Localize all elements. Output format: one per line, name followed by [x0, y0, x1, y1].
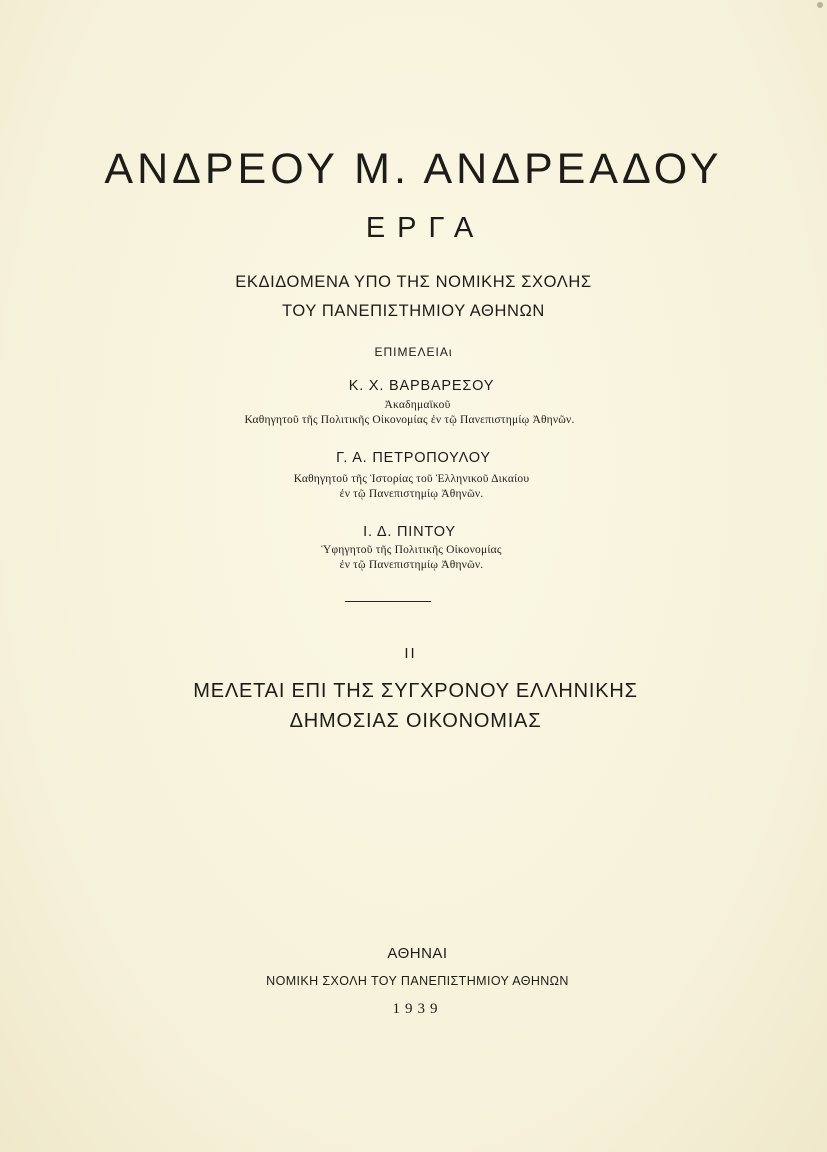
volume-title-line-2: ΔΗΜΟΣΙΑΣ ΟΙΚΟΝΟΜΙΑΣ — [289, 710, 542, 732]
publisher-line-2: ΤΟΥ ΠΑΝΕΠΙΣΤΗΜΙΟΥ ΑΘΗΝΩΝ — [282, 302, 545, 320]
editor-1-description-line-1: Ἀκαδημαϊκοῦ — [384, 399, 451, 411]
editor-2-description-line-2: ἐν τῷ Πανεπιστημίῳ Ἀθηνῶν. — [339, 488, 484, 500]
editor-2-name: Γ. Α. ΠΕΤΡΟΠΟΥΛΟΥ — [336, 450, 491, 466]
editor-3-description-line-1: Ὑφηγητοῦ τῆς Πολιτικῆς Οἰκονομίας — [321, 544, 502, 556]
editor-2-description-line-1: Καθηγητοῦ τῆς Ἱστορίας τοῦ Ἑλληνικοῦ Δικαίου — [293, 473, 530, 485]
imprint-year: 1939 — [392, 1001, 443, 1017]
imprint-place: ΑΘΗΝΑΙ — [387, 945, 448, 962]
works-label: ΕΡΓΑ — [365, 212, 486, 244]
section-divider — [345, 601, 431, 602]
volume-number: II — [404, 645, 417, 662]
editor-1-name: Κ. Χ. ΒΑΡΒΑΡΕΣΟΥ — [348, 378, 495, 394]
paper-speck — [817, 2, 823, 8]
imprint-publisher: ΝΟΜΙΚΗ ΣΧΟΛΗ ΤΟΥ ΠΑΝΕΠΙΣΤΗΜΙΟΥ ΑΘΗΝΩΝ — [266, 974, 569, 988]
editors-label: ΕΠΙΜΕΛΕΙΑι — [374, 345, 453, 359]
author-heading: ΑΝΔΡΕΟΥ Μ. ΑΝΔΡΕΑΔΟΥ — [104, 145, 723, 193]
volume-title-line-1: ΜΕΛΕΤΑΙ ΕΠΙ ΤΗΣ ΣΥΓΧΡΟΝΟΥ ΕΛΛΗΝΙΚΗΣ — [193, 680, 638, 702]
editor-3-description-line-2: ἐν τῷ Πανεπιστημίῳ Ἀθηνῶν. — [339, 559, 484, 571]
publisher-line-1: ΕΚΔΙΔΟΜΕΝΑ ΥΠΟ ΤΗΣ ΝΟΜΙΚΗΣ ΣΧΟΛΗΣ — [235, 273, 592, 291]
editor-1-description-line-2: Καθηγητοῦ τῆς Πολιτικῆς Οἰκονομίας ἐν τῷ Πανεπιστημίῳ Ἀθηνῶν. — [244, 414, 575, 426]
editor-3-name: Ι. Δ. ΠΙΝΤΟΥ — [363, 524, 456, 540]
